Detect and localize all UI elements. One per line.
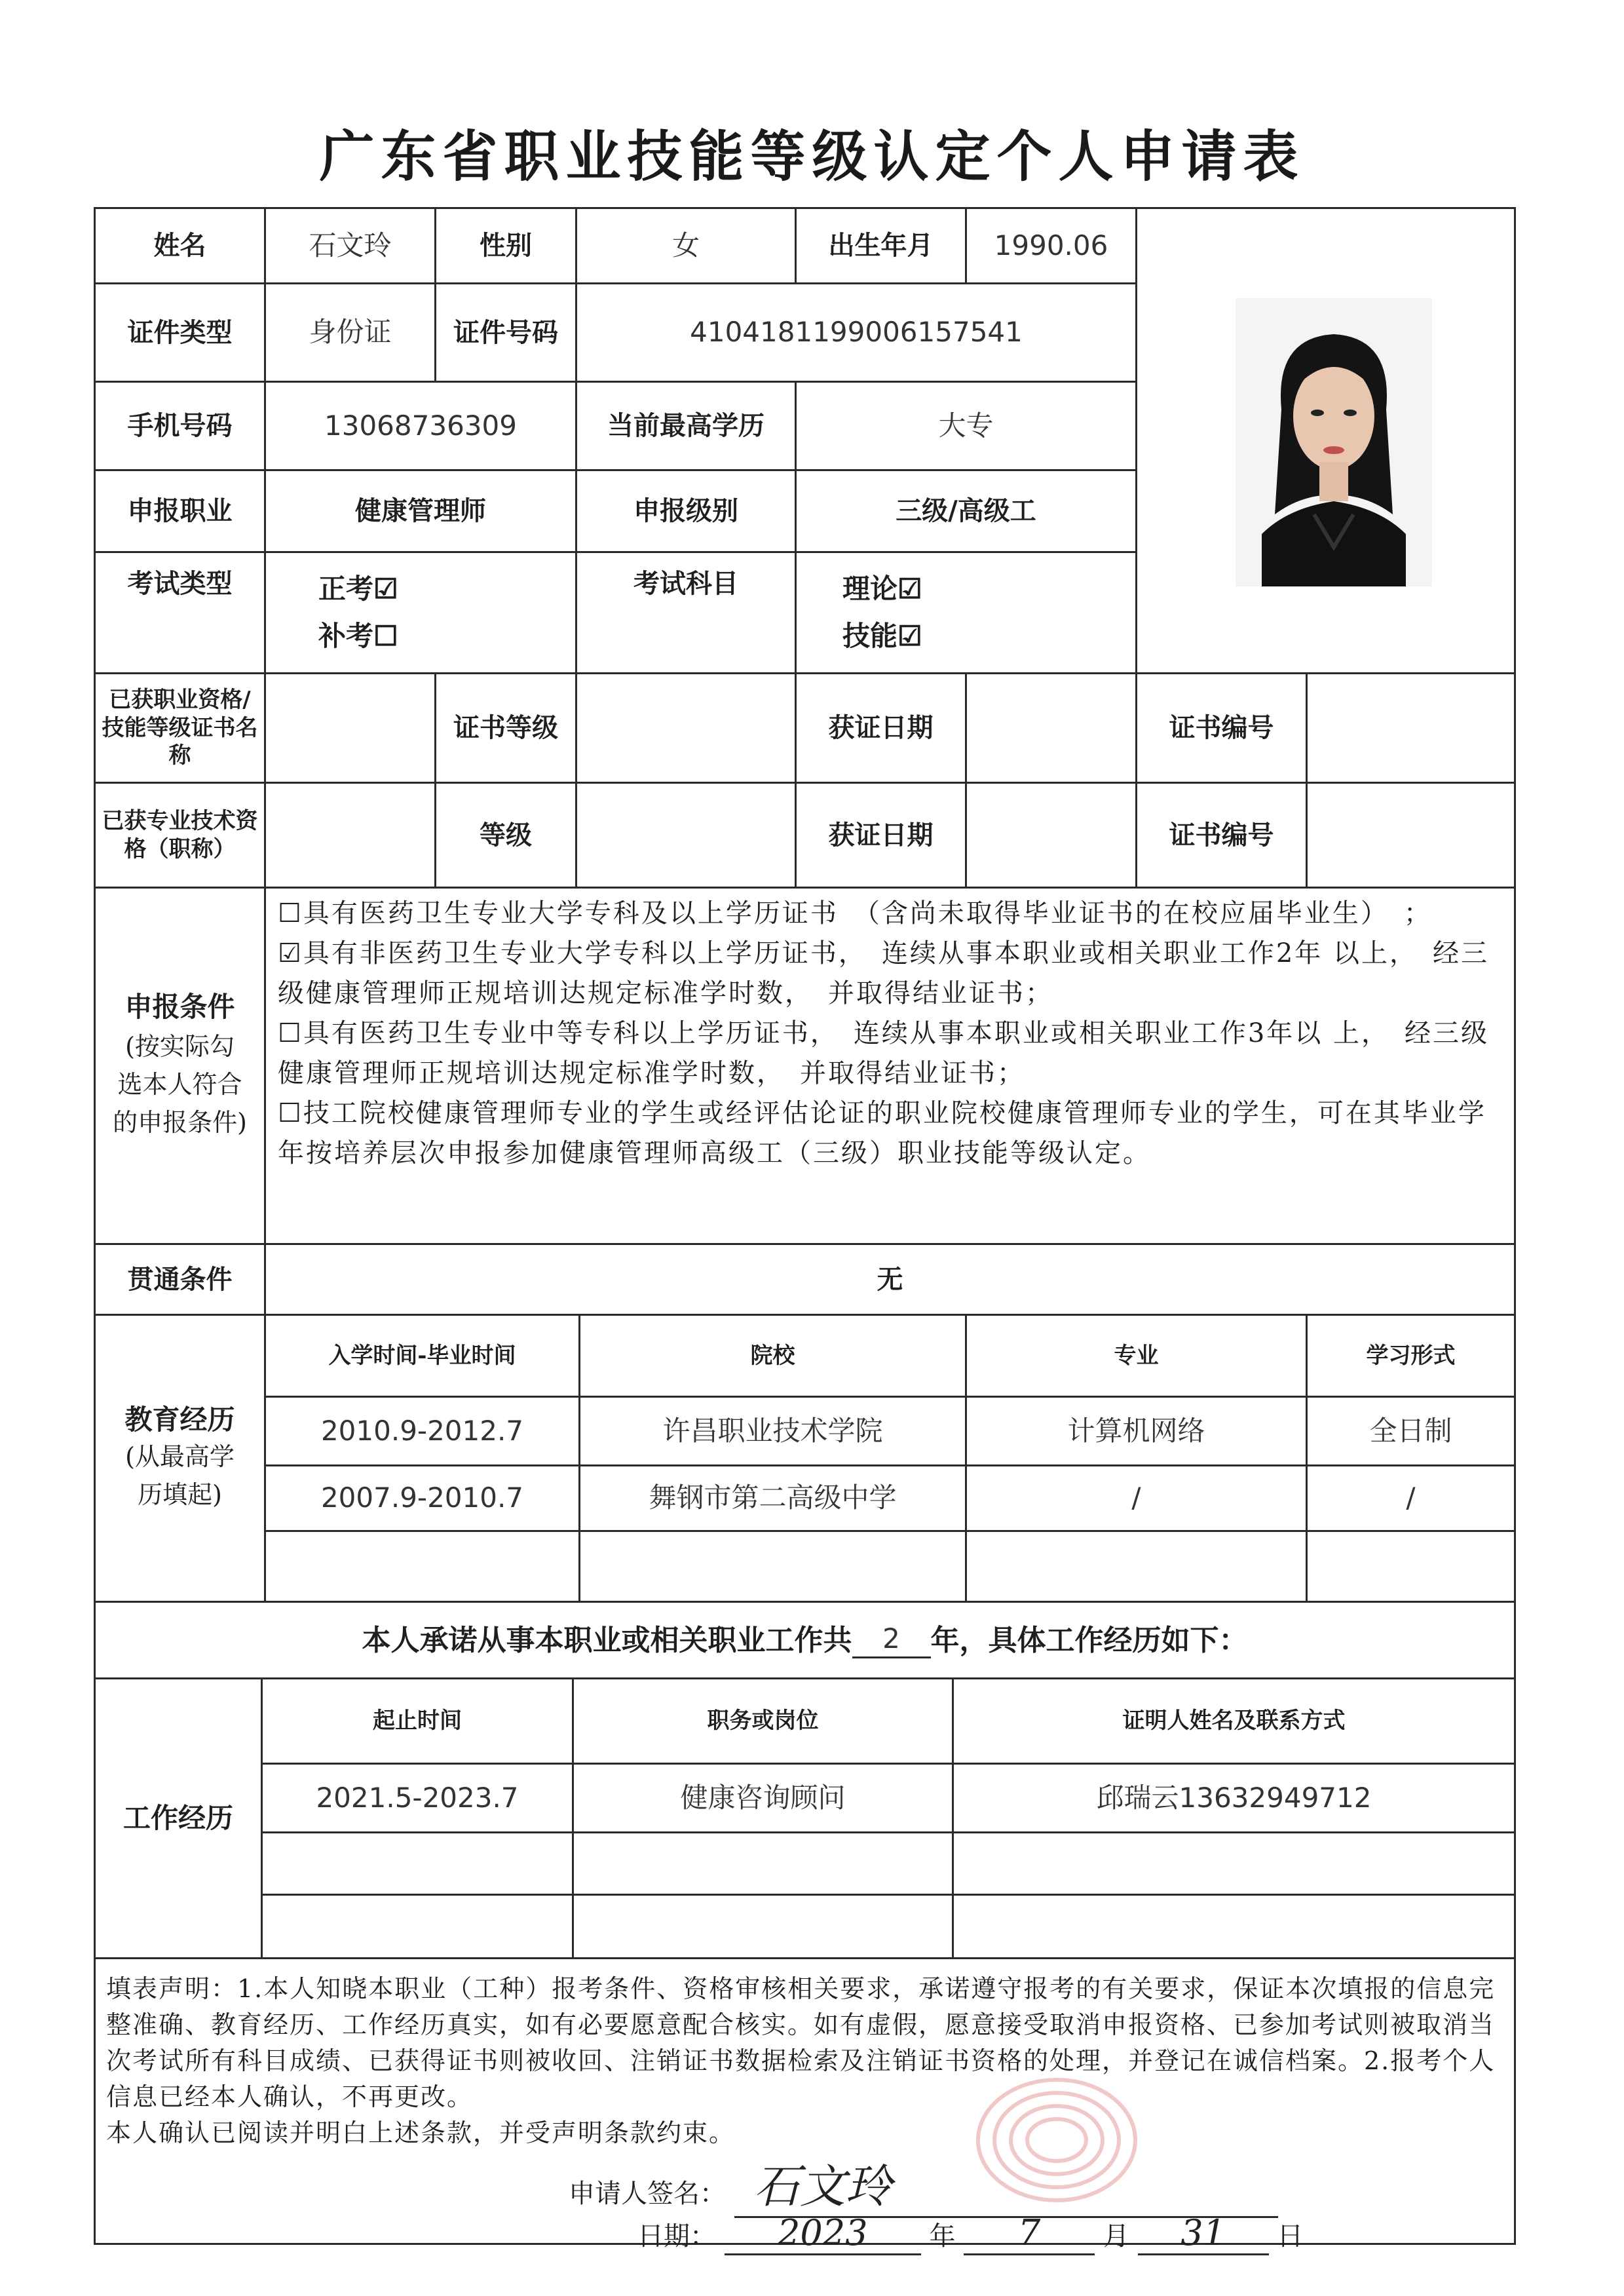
exam-subject-options: [795, 551, 1137, 674]
work-header-reference: 证明人姓名及联系方式: [952, 1677, 1516, 1765]
work-row2-position: [572, 1831, 954, 1896]
label-cert-level: 证书等级: [434, 672, 577, 784]
value-id-number: 410418119900615754​1: [575, 282, 1137, 383]
work-row1-position: 健康咨询顾问: [572, 1763, 954, 1833]
applicant-photo: [1236, 298, 1432, 586]
work-row2-period: [261, 1831, 574, 1896]
label-birth: 出生年月: [795, 207, 967, 284]
label-exam-subject: 考试科目: [575, 551, 797, 674]
edu-row3-school: [578, 1530, 967, 1603]
signature-line: [569, 2150, 1278, 2218]
work-header-period: 起止时间: [261, 1677, 574, 1765]
commitment-line: [94, 1601, 1516, 1679]
label-occupation: 申报职业: [94, 469, 266, 553]
label-tech-title: 已获专业技术资格（职称）: [94, 782, 266, 889]
work-row1-reference: 邱瑞云13632949712: [952, 1763, 1516, 1833]
label-id-number: 证件号码: [434, 282, 577, 383]
date-day-unit: 日: [1277, 2221, 1304, 2251]
condition-option-4[interactable]: ☐技工院校健康管理师专业的学生或经评估论证的职业院校健康管理师专业的学生，可在其毕业学年按培养层次申报参加健康管理师高级工（三级）职业技能等级认定。: [278, 1098, 1486, 1168]
portrait-image: [1236, 298, 1432, 586]
value-level: 三级/高级工: [795, 469, 1137, 553]
work-row2-reference: [952, 1831, 1516, 1896]
edu-row1-school: 许昌职业技术学院: [578, 1396, 967, 1466]
exam-type-regular-checkbox[interactable]: 正考☑: [318, 573, 398, 605]
value-cert-level: [575, 672, 797, 784]
date-year-unit: 年: [929, 2221, 956, 2251]
label-through: 贯通条件: [94, 1243, 266, 1316]
label-name: 姓名: [94, 207, 266, 284]
fingerprint-mark: [965, 2068, 1148, 2212]
form-title: 广东省职业技能等级认定个人申请表: [319, 124, 1305, 189]
value-id-type: 身份证: [264, 282, 436, 383]
conditions-list: [264, 887, 1516, 1245]
label-tech-date: 获证日期: [795, 782, 967, 889]
date-label: 日期：: [637, 2221, 716, 2251]
commit-prefix: 本人承诺从事本职业或相关职业工作共: [362, 1623, 852, 1657]
value-cert-no: [1306, 672, 1516, 784]
value-tech-date: [965, 782, 1137, 889]
label-cert-name: 已获职业资格/技能等级证书名称: [94, 672, 266, 784]
condition-option-1[interactable]: ☐具有医药卫生专业大学专科及以上学历证书 （含尚未取得毕业证书的在校应届毕业生） ；: [278, 898, 1432, 928]
condition-option-2[interactable]: ☑具有非医药卫生专业大学专科以上学历证书， 连续从事本职业或相关职业工作2年 以上， 经三级健康管理师正规培训达规定标准学时数， 并取得结业证书；: [278, 938, 1490, 1008]
edu-row3-mode: [1306, 1530, 1516, 1603]
label-gender: 性别: [434, 207, 577, 284]
value-birth: 1990.06: [965, 207, 1137, 284]
value-through: 无: [264, 1243, 1516, 1316]
exam-type-options: [264, 551, 577, 674]
label-conditions-note: (按实际勾 选本人符合的申报条件): [113, 1031, 247, 1137]
value-tech-no: [1306, 782, 1516, 889]
date-month: 7: [964, 2212, 1095, 2255]
conditions-label-cell: [94, 887, 266, 1245]
label-level: 申报级别: [575, 469, 797, 553]
edu-header-school: 院校: [578, 1314, 967, 1398]
signature-label: 申请人签名：: [569, 2179, 726, 2209]
value-gender: 女: [575, 207, 797, 284]
value-name: 石文玲: [264, 207, 436, 284]
subject-skill-checkbox[interactable]: 技能☑: [842, 620, 922, 652]
subject-theory-checkbox[interactable]: 理论☑: [842, 573, 922, 605]
work-row1-period: 2021.5-2023.7: [261, 1763, 574, 1833]
work-header-position: 职务或岗位: [572, 1677, 954, 1765]
value-education: 大专: [795, 381, 1137, 471]
label-tech-no: 证书编号: [1135, 782, 1308, 889]
date-year: 2023: [725, 2212, 921, 2255]
label-phone: 手机号码: [94, 381, 266, 471]
value-tech-level: [575, 782, 797, 889]
value-phone: 13068736309: [264, 381, 577, 471]
date-month-unit: 月: [1103, 2221, 1129, 2251]
label-id-type: 证件类型: [94, 282, 266, 383]
edu-header-time: 入学时间-毕业时间: [264, 1314, 580, 1398]
commit-years: 2: [852, 1622, 931, 1658]
declaration-text: 填表声明：1.本人知晓本职业（工种）报考条件、资格审核相关要求，承诺遵守报考的有关要求，保证本次填报的信息完整准确、教育经历、工作经历真实，如有必要愿意配合核实。如有虚假，愿意接受取消申报资格、已参加考试则被取消当次考试所有科目成绩、已获得证书则被收回、注销证书数据检索及注销证书资格的处理，并登记在诚信档案。2.报考个人信息已经本人确认，不再更改。: [106, 1974, 1496, 2111]
edu-row2-time: 2007.9-2010.7: [264, 1464, 580, 1532]
edu-row1-mode: 全日制: [1306, 1396, 1516, 1466]
date-day: 31: [1138, 2212, 1269, 2255]
label-edu-history: 教育经历: [124, 1404, 235, 1436]
value-tech-title: [264, 782, 436, 889]
edu-row2-major: /: [965, 1464, 1308, 1532]
edu-row2-school: 舞钢市第二高级中学: [578, 1464, 967, 1532]
label-cert-no: 证书编号: [1135, 672, 1308, 784]
edu-header-major: 专业: [965, 1314, 1308, 1398]
declaration-confirm: 本人确认已阅读并明白上述条款，并受声明条款约束。: [106, 2118, 736, 2147]
label-edu-note: (从最高学 历填起): [125, 1442, 235, 1509]
label-work-history: 工作经历: [94, 1677, 263, 1959]
value-cert-date: [965, 672, 1137, 784]
value-cert-name: [264, 672, 436, 784]
condition-option-3[interactable]: ☐具有医药卫生专业中等专科以上学历证书， 连续从事本职业或相关职业工作3年以 上， 经三级健康管理师正规培训达规定标准学时数， 并取得结业证书；: [278, 1018, 1490, 1088]
edu-row3-time: [264, 1530, 580, 1603]
label-exam-type: 考试类型: [94, 551, 266, 674]
value-occupation: 健康管理师: [264, 469, 577, 553]
label-education: 当前最高学历: [575, 381, 797, 471]
work-row3-position: [572, 1894, 954, 1959]
signature-handwriting: 石文玲: [734, 2150, 1278, 2218]
label-conditions: 申报条件: [124, 991, 235, 1024]
label-cert-date: 获证日期: [795, 672, 967, 784]
date-line: [637, 2212, 1303, 2255]
work-row3-reference: [952, 1894, 1516, 1959]
work-row3-period: [261, 1894, 574, 1959]
edu-header-mode: 学习形式: [1306, 1314, 1516, 1398]
edu-row1-time: 2010.9-2012.7: [264, 1396, 580, 1466]
application-form: [94, 207, 1516, 2253]
commit-suffix: 年，具体工作经历如下：: [930, 1623, 1248, 1657]
edu-label-cell: [94, 1314, 266, 1603]
edu-row1-major: 计算机网络: [965, 1396, 1308, 1466]
label-tech-level: 等级: [434, 782, 577, 889]
edu-row2-mode: /: [1306, 1464, 1516, 1532]
edu-row3-major: [965, 1530, 1308, 1603]
exam-type-makeup-checkbox[interactable]: 补考☐: [318, 620, 398, 652]
